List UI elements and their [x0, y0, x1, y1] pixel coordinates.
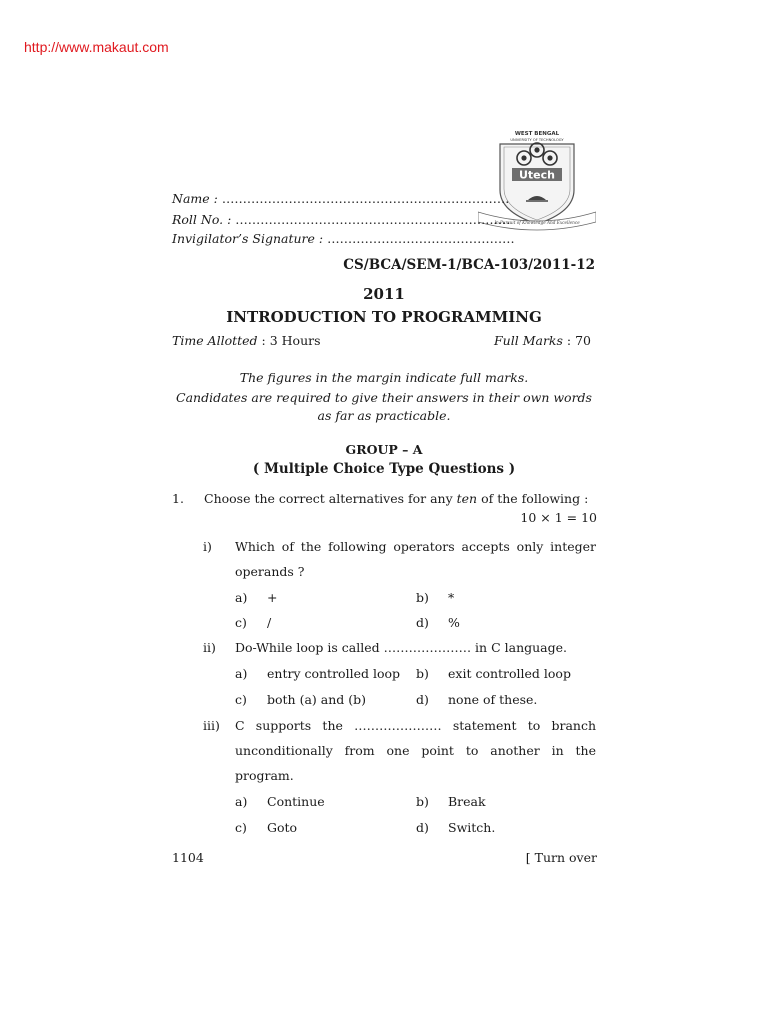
- paper-title: INTRODUCTION TO PROGRAMMING: [226, 308, 542, 326]
- subq-number: ii): [203, 640, 216, 655]
- turn-over: [ Turn over: [525, 850, 597, 865]
- time-value: : 3 Hours: [261, 333, 321, 348]
- paper-code: CS/BCA/SEM-1/BCA-103/2011-12: [343, 257, 595, 273]
- subq-line: program.: [235, 768, 294, 783]
- option-label: c): [235, 692, 247, 707]
- option-label: b): [416, 794, 429, 809]
- group-label: GROUP – A: [345, 442, 423, 457]
- group-subtitle: ( Multiple Choice Type Questions ): [252, 461, 516, 477]
- roll-label: Roll No. :: [172, 212, 232, 227]
- time-label: Time Allotted: [172, 333, 258, 348]
- question-text-b: of the following :: [481, 491, 589, 506]
- option-text: Goto: [267, 820, 298, 835]
- header-url-link[interactable]: http://www.makaut.com: [24, 39, 169, 55]
- option-text: +: [267, 590, 278, 605]
- seal-name-text: Utech: [518, 168, 556, 182]
- roll-field[interactable]: [172, 212, 510, 227]
- option-text: none of these.: [448, 692, 538, 707]
- subq-number: i): [203, 539, 212, 554]
- option-text: *: [448, 590, 455, 605]
- invigilator-label: Invigilator’s Signature :: [172, 231, 324, 246]
- option-label: a): [235, 590, 248, 605]
- option-label: a): [235, 794, 248, 809]
- subq-line: Which of the following operators accepts only integer: [235, 539, 596, 554]
- seal-motto-text: In Pursuit of Knowledge And Excellence: [494, 220, 580, 225]
- name-dots: ……………………………………………………………: [221, 191, 510, 206]
- option-text: /: [267, 615, 272, 630]
- invigilator-dots: ………………………………………: [327, 231, 515, 246]
- option-label: a): [235, 666, 248, 681]
- question-text-a: Choose the correct alternatives for any: [204, 491, 453, 506]
- seal-top-text: WEST BENGAL: [514, 131, 560, 137]
- option-text: Continue: [267, 794, 325, 809]
- question-text-em: ten: [456, 491, 478, 506]
- option-text: %: [448, 615, 460, 630]
- subq-line: C supports the ………………… statement to branch: [235, 718, 596, 733]
- option-label: d): [416, 692, 429, 707]
- instruction-3: as far as practicable.: [317, 408, 451, 423]
- subq-line: operands ?: [235, 564, 305, 579]
- option-text: exit controlled loop: [448, 666, 571, 681]
- time-allotted: [172, 333, 321, 348]
- option-text: Switch.: [448, 820, 496, 835]
- roll-dots: …………………………………………………………: [235, 212, 511, 227]
- option-text: both (a) and (b): [267, 692, 366, 707]
- subq-line: Do-While loop is called ………………… in C language.: [235, 640, 567, 655]
- instruction-1: The figures in the margin indicate full marks.: [239, 370, 529, 385]
- paper-year: 2011: [363, 285, 405, 303]
- marks-label: Full Marks: [494, 333, 563, 348]
- option-label: d): [416, 615, 429, 630]
- question-text: [204, 491, 588, 506]
- subq-number: iii): [203, 718, 220, 733]
- question-number: 1.: [172, 491, 184, 506]
- full-marks: [494, 333, 591, 348]
- question-marks: 10 × 1 = 10: [520, 510, 597, 525]
- name-field[interactable]: [172, 191, 509, 206]
- option-text: entry controlled loop: [267, 666, 401, 681]
- seal-sub-text: UNIVERSITY OF TECHNOLOGY: [510, 138, 564, 142]
- page-code: 1104: [172, 850, 204, 865]
- option-label: b): [416, 590, 429, 605]
- option-text: Break: [448, 794, 486, 809]
- option-label: b): [416, 666, 429, 681]
- option-label: d): [416, 820, 429, 835]
- option-label: c): [235, 615, 247, 630]
- option-label: c): [235, 820, 247, 835]
- subq-line: unconditionally from one point to another in the: [235, 743, 596, 758]
- marks-value: : 70: [566, 333, 591, 348]
- instruction-2: Candidates are required to give their answers in their own words: [176, 390, 592, 405]
- invigilator-field[interactable]: [172, 231, 515, 246]
- name-label: Name :: [172, 191, 218, 206]
